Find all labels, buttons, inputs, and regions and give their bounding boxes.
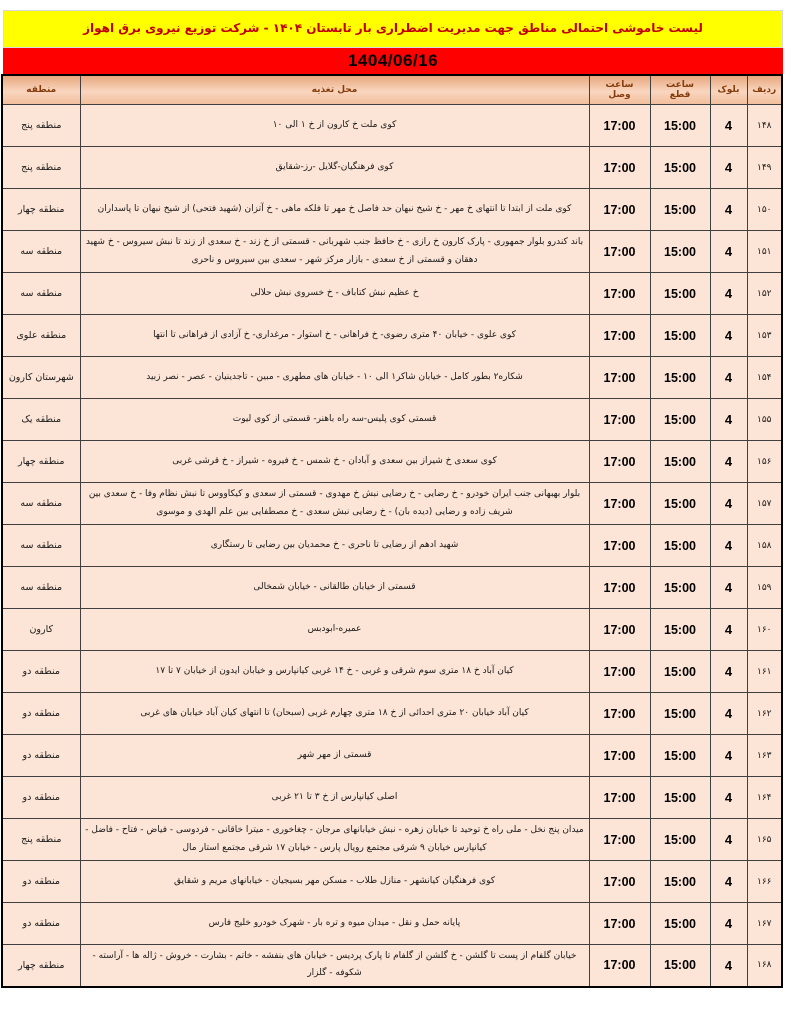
cell-block: 4 <box>710 735 747 777</box>
date-bar <box>3 48 783 74</box>
table-row <box>2 315 782 357</box>
cell-row-number: ۱۵۴ <box>747 357 782 399</box>
cell-feed-location: کوی علوی - خیابان ۴۰ متری رضوی- خ فراهانی - خ استوار - مرغداری- خ آزادی از فراهانی تا انتها <box>80 315 589 357</box>
header-region: منطقه <box>2 75 80 105</box>
cell-row-number: ۱۵۶ <box>747 441 782 483</box>
cell-feed-location: کوی سعدی خ شیراز بین سعدی و آبادان - خ شمس - خ فیروه - شیراز - خ قرشی غربی <box>80 441 589 483</box>
cell-on-time: 17:00 <box>589 567 650 609</box>
cell-region: منطقه دو <box>2 861 80 903</box>
cell-row-number: ۱۵۸ <box>747 525 782 567</box>
cell-on-time: 17:00 <box>589 189 650 231</box>
cell-feed-location: خ عظیم نبش کتاباف - خ خسروی نبش حلالی <box>80 273 589 315</box>
cell-row-number: ۱۵۹ <box>747 567 782 609</box>
cell-on-time: 17:00 <box>589 525 650 567</box>
cell-on-time: 17:00 <box>589 651 650 693</box>
cell-region: منطقه سه <box>2 483 80 525</box>
cell-feed-location: کوی ملت خ کارون از خ ۱ الی ۱۰ <box>80 105 589 147</box>
cell-off-time: 15:00 <box>650 399 710 441</box>
cell-row-number: ۱۵۵ <box>747 399 782 441</box>
cell-region: منطقه دو <box>2 735 80 777</box>
cell-on-time: 17:00 <box>589 945 650 987</box>
cell-feed-location: باند کندرو بلوار جمهوری - پارک کارون خ رازی - خ حافظ جنب شهربانی - قسمتی از خ زند - خ سعدی از زند تا نبش سیروس - خ شهید دهقان و قسمتی از خ سعدی - بازار مرکز شهر - سعدی بین سیروس و ناحری <box>80 231 589 273</box>
cell-off-time: 15:00 <box>650 441 710 483</box>
table-row <box>2 441 782 483</box>
cell-block: 4 <box>710 609 747 651</box>
cell-off-time: 15:00 <box>650 735 710 777</box>
cell-block: 4 <box>710 777 747 819</box>
cell-on-time: 17:00 <box>589 483 650 525</box>
cell-region: منطقه یک <box>2 399 80 441</box>
cell-row-number: ۱۵۷ <box>747 483 782 525</box>
cell-on-time: 17:00 <box>589 609 650 651</box>
cell-off-time: 15:00 <box>650 189 710 231</box>
cell-feed-location: قسمتی از مهر شهر <box>80 735 589 777</box>
cell-block: 4 <box>710 525 747 567</box>
table-row <box>2 693 782 735</box>
header-off-time: ساعت قطع <box>650 75 710 105</box>
cell-block: 4 <box>710 357 747 399</box>
cell-region: منطقه علوی <box>2 315 80 357</box>
table-row <box>2 189 782 231</box>
cell-on-time: 17:00 <box>589 861 650 903</box>
cell-row-number: ۱۶۴ <box>747 777 782 819</box>
cell-on-time: 17:00 <box>589 105 650 147</box>
cell-off-time: 15:00 <box>650 105 710 147</box>
table-body <box>2 105 782 987</box>
cell-feed-location: میدان پنج نخل - ملی راه خ توحید تا خیابان زهره - نبش خیابانهای مرجان - چغاخوری - میترا خاقانی - فردوسی - فیاض - فتاح - فاضل - کیانپارس خیابان ۹ شرقی مجتمع رویال پارس - خیابان ۱۷ شرقی مجتمع استار مال <box>80 819 589 861</box>
cell-feed-location: قسمتی کوی پلیس-سه راه باهنر- قسمتی از کوی لیوت <box>80 399 589 441</box>
cell-block: 4 <box>710 903 747 945</box>
table-row <box>2 357 782 399</box>
cell-block: 4 <box>710 399 747 441</box>
cell-region: شهرستان کارون <box>2 357 80 399</box>
cell-block: 4 <box>710 861 747 903</box>
cell-feed-location: کیان آباد خ ۱۸ متری سوم شرقی و غربی - خ ۱۴ غربی کیانپارس و خیابان ایدون از خیابان ۷ تا ۱۷ <box>80 651 589 693</box>
cell-feed-location: پایانه حمل و نقل - میدان میوه و تره بار - شهرک خودرو خلیج فارس <box>80 903 589 945</box>
outage-schedule-table <box>1 74 783 988</box>
cell-row-number: ۱۶۸ <box>747 945 782 987</box>
cell-region: منطقه پنج <box>2 105 80 147</box>
cell-feed-location: کوی فرهنگیان کیانشهر - منازل طلاب - مسکن مهر بسیجیان - خیابانهای مریم و شقایق <box>80 861 589 903</box>
cell-off-time: 15:00 <box>650 609 710 651</box>
cell-on-time: 17:00 <box>589 231 650 273</box>
cell-on-time: 17:00 <box>589 693 650 735</box>
cell-region: منطقه دو <box>2 903 80 945</box>
cell-off-time: 15:00 <box>650 357 710 399</box>
cell-block: 4 <box>710 693 747 735</box>
cell-block: 4 <box>710 945 747 987</box>
cell-feed-location: کوی ملت از ابتدا تا انتهای خ مهر - خ شیخ نبهان حد فاصل خ مهر تا فلکه ماهی - خ آتزان (شهید فتحی) از شیخ نبهان تا پاسداران <box>80 189 589 231</box>
cell-feed-location: کوی فرهنگیان-گلایل -رز-شقایق <box>80 147 589 189</box>
cell-feed-location: خیابان گلفام از پست تا گلشن - خ گلشن از گلفام تا پارک پردیس - خیابان های بنفشه - خاتم - بشارت - خروش - ژاله ها - آراسته - شکوفه - گلزار <box>80 945 589 987</box>
cell-off-time: 15:00 <box>650 231 710 273</box>
cell-block: 4 <box>710 651 747 693</box>
cell-on-time: 17:00 <box>589 399 650 441</box>
cell-off-time: 15:00 <box>650 483 710 525</box>
cell-block: 4 <box>710 147 747 189</box>
cell-row-number: ۱۶۳ <box>747 735 782 777</box>
cell-region: منطقه چهار <box>2 945 80 987</box>
cell-region: کارون <box>2 609 80 651</box>
cell-off-time: 15:00 <box>650 819 710 861</box>
table-row <box>2 945 782 987</box>
cell-block: 4 <box>710 441 747 483</box>
cell-feed-location: اصلی کیانپارس از خ ۳ تا ۲۱ غربی <box>80 777 589 819</box>
cell-block: 4 <box>710 483 747 525</box>
cell-on-time: 17:00 <box>589 735 650 777</box>
cell-region: منطقه پنج <box>2 147 80 189</box>
cell-block: 4 <box>710 819 747 861</box>
cell-region: منطقه دو <box>2 651 80 693</box>
table-header <box>2 75 782 105</box>
cell-off-time: 15:00 <box>650 525 710 567</box>
cell-block: 4 <box>710 315 747 357</box>
table-row <box>2 399 782 441</box>
cell-on-time: 17:00 <box>589 147 650 189</box>
cell-block: 4 <box>710 567 747 609</box>
table-row <box>2 231 782 273</box>
cell-region: منطقه دو <box>2 693 80 735</box>
cell-region: منطقه پنج <box>2 819 80 861</box>
cell-row-number: ۱۵۲ <box>747 273 782 315</box>
cell-off-time: 15:00 <box>650 315 710 357</box>
cell-off-time: 15:00 <box>650 861 710 903</box>
date-value: 1404/06/16 <box>347 51 439 70</box>
cell-row-number: ۱۶۲ <box>747 693 782 735</box>
cell-block: 4 <box>710 189 747 231</box>
cell-region: منطقه چهار <box>2 441 80 483</box>
cell-row-number: ۱۶۷ <box>747 903 782 945</box>
header-block: بلوک <box>710 75 747 105</box>
cell-feed-location: بلوار بهبهانی جنب ایران خودرو - خ رضایی - خ رضایی نبش خ مهدوی - قسمتی از سعدی و کیکاووس تا نبش نظام وفا - خ سعدی بین شریف زاده و رضایی (دیده بان) - خ رضایی نبش سعدی - خ مصطفایی بین علم الهدی و موسوی <box>80 483 589 525</box>
cell-region: منطقه سه <box>2 231 80 273</box>
cell-on-time: 17:00 <box>589 315 650 357</box>
cell-off-time: 15:00 <box>650 273 710 315</box>
header-row <box>2 75 782 105</box>
cell-feed-location: قسمتی از خیابان طالقانی - خیابان شمخالی <box>80 567 589 609</box>
table-row <box>2 105 782 147</box>
cell-off-time: 15:00 <box>650 903 710 945</box>
header-on-time: ساعت وصل <box>589 75 650 105</box>
cell-block: 4 <box>710 231 747 273</box>
table-row <box>2 273 782 315</box>
cell-off-time: 15:00 <box>650 777 710 819</box>
cell-on-time: 17:00 <box>589 357 650 399</box>
cell-feed-location: شکاره۲ بطور کامل - خیابان شاکر۱ الی ۱۰ - خیابان های مطهری - مبین - تاجدینیان - عصر - نصر زبید <box>80 357 589 399</box>
table-row <box>2 567 782 609</box>
cell-row-number: ۱۴۸ <box>747 105 782 147</box>
cell-off-time: 15:00 <box>650 693 710 735</box>
table-row <box>2 525 782 567</box>
page-title: لیست خاموشی احتمالی مناطق جهت مدیریت اضطراری بار تابستان ۱۴۰۴ - شرکت توزیع نیروی برق اهواز <box>83 21 703 36</box>
cell-region: منطقه چهار <box>2 189 80 231</box>
table-row <box>2 903 782 945</box>
cell-region: منطقه سه <box>2 525 80 567</box>
table-row <box>2 861 782 903</box>
table-row <box>2 735 782 777</box>
cell-block: 4 <box>710 105 747 147</box>
title-banner <box>3 10 783 48</box>
header-feed-location: محل تغذیه <box>80 75 589 105</box>
cell-region: منطقه سه <box>2 273 80 315</box>
cell-on-time: 17:00 <box>589 819 650 861</box>
table-row <box>2 483 782 525</box>
cell-row-number: ۱۵۱ <box>747 231 782 273</box>
table-row <box>2 819 782 861</box>
cell-on-time: 17:00 <box>589 273 650 315</box>
cell-row-number: ۱۶۵ <box>747 819 782 861</box>
cell-row-number: ۱۵۰ <box>747 189 782 231</box>
cell-off-time: 15:00 <box>650 651 710 693</box>
cell-row-number: ۱۶۱ <box>747 651 782 693</box>
table-row <box>2 651 782 693</box>
cell-on-time: 17:00 <box>589 441 650 483</box>
cell-row-number: ۱۶۰ <box>747 609 782 651</box>
cell-region: منطقه دو <box>2 777 80 819</box>
cell-feed-location: کیان آباد خیابان ۲۰ متری احدائی از خ ۱۸ متری چهارم غربی (سبحان) تا انتهای کیان آباد خیابان های غربی <box>80 693 589 735</box>
cell-feed-location: شهید ادهم از رضایی تا ناحری - خ محمدیان بین رضایی تا رستگاری <box>80 525 589 567</box>
cell-feed-location: عمیره-ابودبس <box>80 609 589 651</box>
cell-block: 4 <box>710 273 747 315</box>
header-row-number: ردیف <box>747 75 782 105</box>
cell-row-number: ۱۵۳ <box>747 315 782 357</box>
table-row <box>2 777 782 819</box>
cell-row-number: ۱۴۹ <box>747 147 782 189</box>
table-row <box>2 609 782 651</box>
cell-off-time: 15:00 <box>650 147 710 189</box>
cell-off-time: 15:00 <box>650 945 710 987</box>
table-row <box>2 147 782 189</box>
cell-row-number: ۱۶۶ <box>747 861 782 903</box>
cell-on-time: 17:00 <box>589 903 650 945</box>
cell-off-time: 15:00 <box>650 567 710 609</box>
cell-region: منطقه سه <box>2 567 80 609</box>
cell-on-time: 17:00 <box>589 777 650 819</box>
